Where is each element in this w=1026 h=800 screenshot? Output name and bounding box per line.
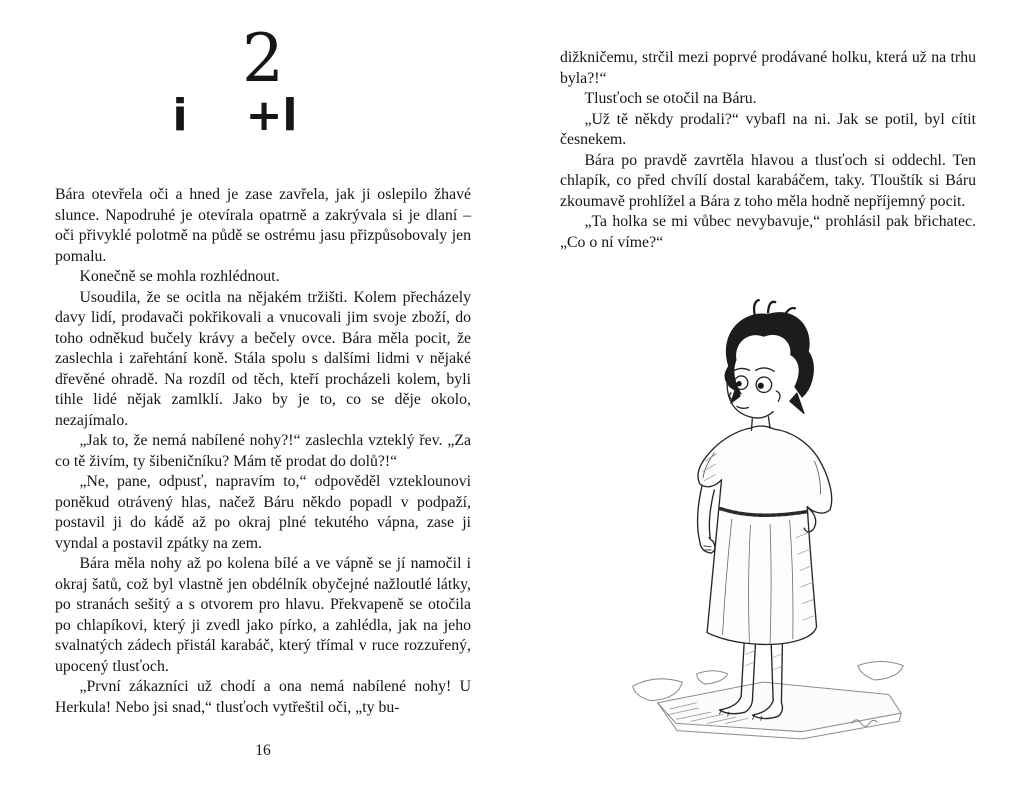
tunic <box>698 426 832 645</box>
paragraph: Bára po pravdě zavrtěla hlavou a tlusťoch si oddechl. Ten chlapík, co před chvílí dostal karabáčem, taky. Tlouštík si Báru zkoumavě prohlížel a Bára z toho měla hodně nepříjemný pocit. <box>560 151 976 210</box>
girl-illustration <box>596 298 940 742</box>
paragraph: „Už tě někdy prodali?“ vybafl na ni. Jak se potil, byl cítit česnekem. <box>560 110 976 148</box>
chapter-heading <box>55 20 471 141</box>
chapter-number: 2 <box>242 20 284 97</box>
paragraph: Bára měla nohy až po kolena bílé a ve vápně se jí namočil i okraj šatů, což byl vlastně jen obdélník obyčejné nažloutlé látky, po stranách sešitý a s otvorem pro hlavu. Překvapeně se otočila po chlapíkovi, který ji zvedl jako pírko, a zahlédla, jak na jeho svalnatých zádech přistál karabáč, který třímal v ruce rozzuřený, upocený tlusťoch. <box>55 555 471 675</box>
paragraph: dižkničemu, strčil mezi poprvé prodávané holku, která už na trhu byla?!“ <box>560 49 976 87</box>
paragraph: Usoudila, že se ocitla na nějakém tržišti. Kolem přecházely davy lidí, prodavači pokřikovali a vnucovali jim svoje zboží, do toho odněkud bučely krávy a bečely ovce. Bára měla pocit, že zaslechla i zařehtání koně. Stála spolu s dalšími lidmi v nějaké dřevěné ohradě. Na rozdíl od těch, kteří procházeli kolem, byli tihle lidé nějak zamlklí. Jako by je to, co se děje okolo, nezajímalo. <box>55 288 471 429</box>
chapter-ornament-right: +l <box>245 90 298 141</box>
paragraph: Bára otevřela oči a hned je zase zavřela, jak ji oslepilo žhavé slunce. Napodruhé je otevírala opatrně a zakrývala si je dlaní – oči přivyklé polotmě na půdě se ostrému jasu přizpůsobovaly jen pomalu. <box>55 186 471 265</box>
chapter-ornament <box>27 90 443 141</box>
paragraph: „Jak to, že nemá nabílené nohy?!“ zaslechla vzteklý řev. „Za co tě živím, ty šibeničníku? Mám tě prodat do dolů?!“ <box>55 432 471 470</box>
paragraph: Tlusťoch se otočil na Báru. <box>584 90 757 107</box>
page-number: 16 <box>255 742 271 759</box>
left-text-column <box>55 185 471 718</box>
paragraph: „První zákazníci už chodí a ona nemá nabílené nohy! U Herkula! Nebo jsi snad,“ tlusťoch vytřeštil oči, „ty bu- <box>55 678 471 716</box>
chapter-ornament-left: i <box>172 90 188 141</box>
ground-stones <box>633 661 904 738</box>
paragraph: Konečně se mohla rozhlédnout. <box>79 268 280 285</box>
paragraph: „Ne, pane, odpusť, napravím to,“ odpověděl vzteklounovi poněkud otrávený hlas, načež Báru někdo popadl v podpaží, postavil ji do kádě až po okraj plné tekutého vápna, zase ji vyndal a postavil zpátky na zem. <box>55 473 471 552</box>
right-text-column <box>560 48 976 253</box>
paragraph: „Ta holka se mi vůbec nevybavuje,“ prohlásil pak břichatec. „Co o ní víme?“ <box>560 213 976 251</box>
girl-illustration-svg <box>596 298 940 742</box>
